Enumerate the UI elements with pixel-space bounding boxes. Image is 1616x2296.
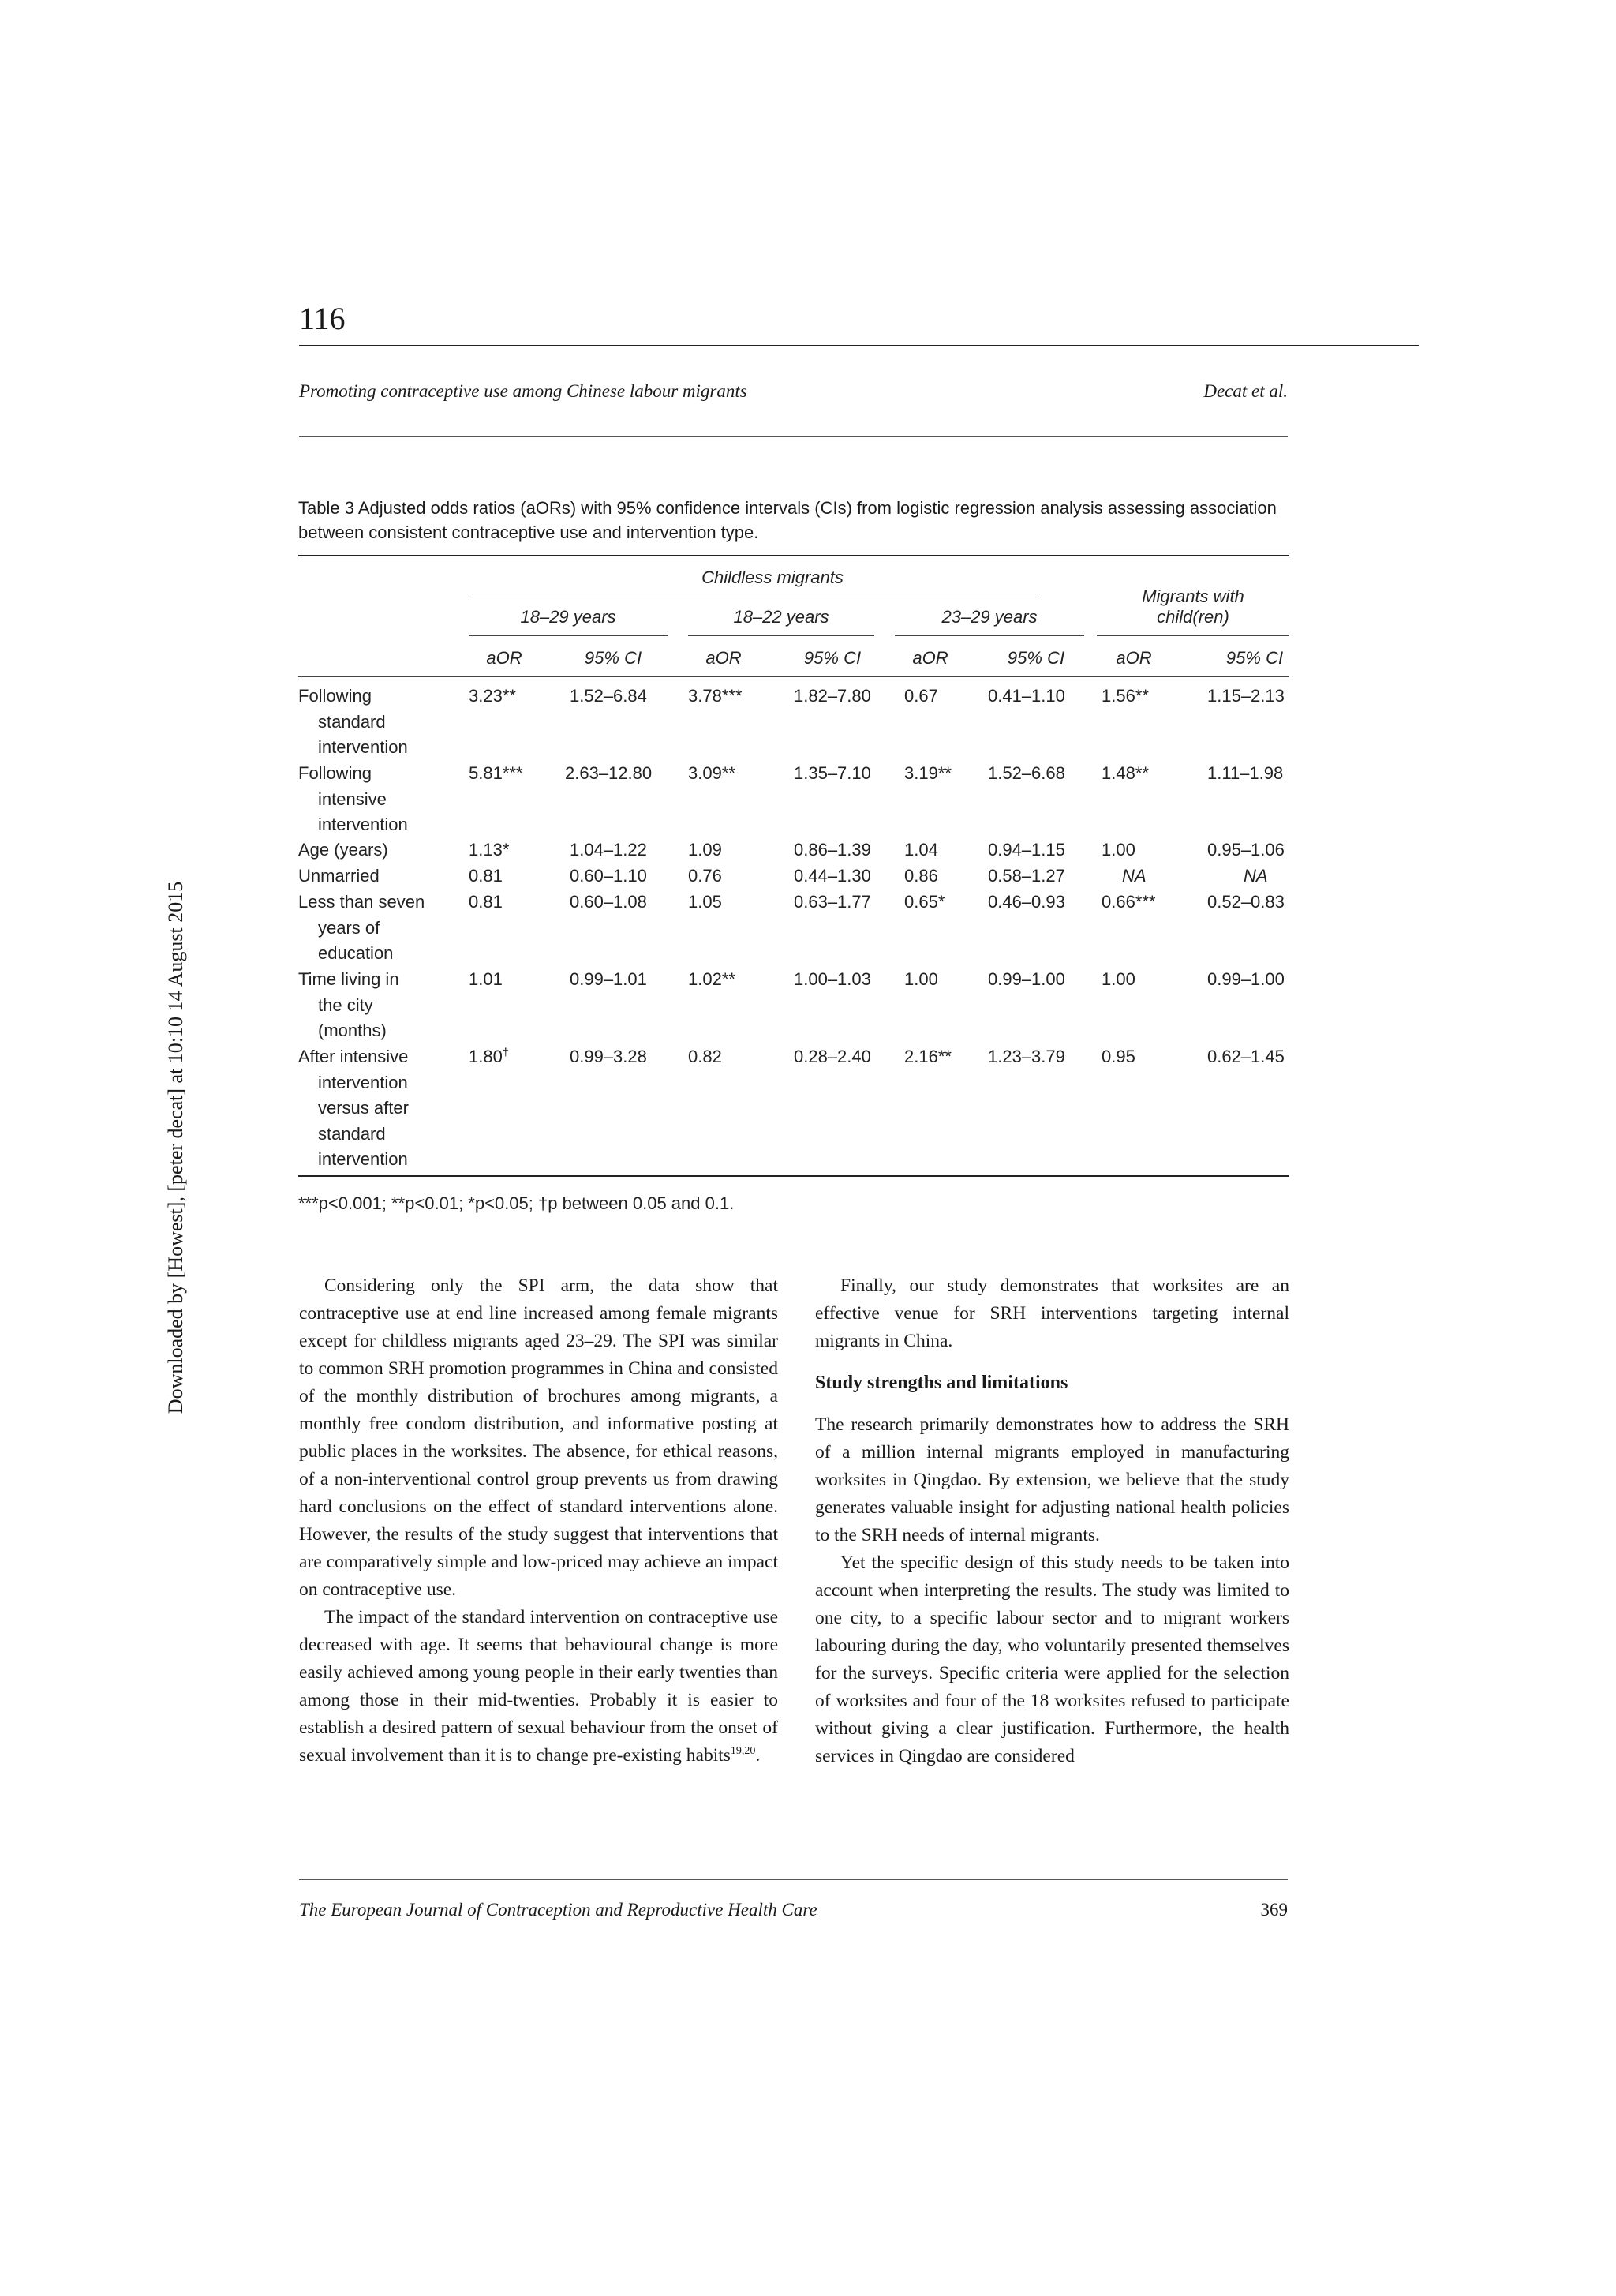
cell: 0.60–1.08 (570, 892, 647, 912)
table-caption (298, 496, 1289, 545)
cell: 1.13* (469, 840, 510, 860)
cell: 1.52–6.84 (570, 686, 647, 706)
col-header: 95% CI (1007, 648, 1065, 668)
cell: 1.05 (688, 892, 722, 912)
col-header: 95% CI (584, 648, 642, 668)
cell: 1.00 (904, 969, 938, 989)
paragraph: Considering only the SPI arm, the data show that contraceptive use at end line increased among female migrants except for childless migrants aged 23–29. The SPI was similar to common SRH promotion programmes in China and consisted of the monthly distribution of brochures among migrants, a monthly free condom distribution, and informative posting at public places in the worksites. The absence, for ethical reasons, of a non-interventional control group prevents us from drawing hard conclusions on the effect of standard interventions alone. However, the results of the study suggest that interventions that are comparatively simple and low-priced may achieve an impact on contraceptive use. (299, 1275, 778, 1600)
col-header: aOR (486, 648, 522, 668)
cell: 0.99–1.01 (570, 969, 647, 989)
cell: 1.48** (1102, 763, 1149, 783)
footer-rule (299, 1879, 1288, 1880)
row-label: Unmarried (298, 866, 380, 886)
table-header-rule (298, 676, 1289, 677)
subgroup-23-29: 23–29 years (941, 607, 1038, 627)
cell: 0.95–1.06 (1207, 840, 1285, 860)
cell: 1.00–1.03 (794, 969, 871, 989)
cell: 0.67 (904, 686, 938, 706)
cell: 1.04 (904, 840, 938, 860)
cell: 1.01 (469, 969, 503, 989)
running-head-rule (299, 436, 1288, 437)
running-authors: Decat et al. (1203, 381, 1288, 401)
col-header: 95% CI (803, 648, 862, 668)
cell: 1.02** (688, 969, 735, 989)
subgroup-rule-23-29 (895, 635, 1084, 636)
col-header: aOR (912, 648, 948, 668)
cell: 0.63–1.77 (794, 892, 871, 912)
cell: 1.09 (688, 840, 722, 860)
cell: 0.66*** (1102, 892, 1156, 912)
group-header-childless: Childless migrants (701, 567, 844, 587)
cell: 1.56** (1102, 686, 1149, 706)
body-left-column (299, 1272, 778, 1770)
paragraph: Yet the specific design of this study needs to be taken into account when interpreting the results. The study was limited to one city, to a specific labour sector and to migrant workers labouring during the day, who voluntarily presented themselves for the surveys. Specific criteria were applied for the selection of worksites and four of the 18 worksites refused to participate without giving a clear justification. Furthermore, the health services in Qingdao are considered (815, 1553, 1289, 1766)
cell: 3.09** (688, 763, 735, 783)
row-label: Age (years) (298, 840, 388, 860)
footer-journal-title: The European Journal of Contraception and Reproductive Health Care (299, 1900, 817, 1920)
section-heading: Study strengths and limitations (815, 1373, 1068, 1393)
download-watermark: Downloaded by [Howest], [peter decat] at 10:10 14 August 2015 (164, 881, 187, 1414)
subgroup-18-22: 18–22 years (733, 607, 829, 627)
cell: 0.52–0.83 (1207, 892, 1285, 912)
cell: 1.23–3.79 (988, 1047, 1065, 1066)
group-header-with-children-line1: Migrants with (1142, 586, 1244, 606)
table-caption-text: Adjusted odds ratios (aORs) with 95% confidence intervals (CIs) from logistic regression analysis assessing association between consistent contraceptive use and intervention type. (298, 498, 1277, 542)
cell: 0.99–1.00 (1207, 969, 1285, 989)
row-label: Following standard intervention (298, 686, 408, 757)
cell: 3.19** (904, 763, 952, 783)
row-label: Less than seven years of education (298, 892, 425, 963)
table-footnote: ***p<0.001; **p<0.01; *p<0.05; †p between 0.05 and 0.1. (298, 1193, 735, 1213)
subgroup-rule-with-children (1097, 635, 1289, 636)
journal-page-number: 116 (299, 301, 346, 336)
reference-superscript: 19,20 (730, 1745, 756, 1758)
col-header: 95% CI (1225, 648, 1284, 668)
header-rule (299, 345, 1419, 346)
dagger-mark: † (502, 1045, 509, 1058)
table-bottom-rule (298, 1175, 1289, 1177)
cell: 3.23** (469, 686, 516, 706)
cell: 1.04–1.22 (570, 840, 647, 860)
cell: 0.95 (1102, 1047, 1135, 1066)
cell: 0.41–1.10 (988, 686, 1065, 706)
cell: 0.86 (904, 866, 938, 886)
row-label: Following intensive intervention (298, 763, 408, 834)
cell: 1.80† (469, 1045, 509, 1066)
cell: 1.35–7.10 (794, 763, 871, 783)
table-caption-label: Table 3 (298, 498, 354, 518)
cell: 0.28–2.40 (794, 1047, 871, 1066)
cell: 0.76 (688, 866, 722, 886)
paragraph: Finally, our study demonstrates that worksites are an effective venue for SRH interventions targeting internal migrants in China. (815, 1275, 1289, 1351)
col-header: aOR (705, 648, 742, 668)
cell: NA (1244, 866, 1268, 886)
cell: 0.65* (904, 892, 945, 912)
cell: 0.86–1.39 (794, 840, 871, 860)
cell: 0.60–1.10 (570, 866, 647, 886)
cell: 0.62–1.45 (1207, 1047, 1285, 1066)
subgroup-18-29: 18–29 years (520, 607, 616, 627)
cell: 0.58–1.27 (988, 866, 1065, 886)
cell: 1.11–1.98 (1207, 763, 1284, 783)
cell: 1.00 (1102, 840, 1135, 860)
cell: 0.81 (469, 866, 503, 886)
row-label: After intensive intervention versus after standard intervention (298, 1047, 409, 1169)
paragraph: The impact of the standard intervention on contraceptive use decreased with age. It seems that behavioural change is more easily achieved among young people in their early twenties than among those in their mid-twenties. Probably it is easier to establish a desired pattern of sexual behaviour from the onset of sexual involvement than it is to change pre-existing habits$^{19,20}$. (299, 1607, 778, 1766)
cell: 1.00 (1102, 969, 1135, 989)
paragraph: The research primarily demonstrates how to address the SRH of a million internal migrants employed in manufacturing worksites in Qingdao. By extension, we believe that the study generates valuable insight for adjusting national health policies to the SRH needs of internal migrants. (815, 1414, 1289, 1545)
group-header-with-children-line2: child(ren) (1157, 607, 1229, 627)
cell: 3.78*** (688, 686, 743, 706)
cell: 2.63–12.80 (565, 763, 653, 783)
cell: 1.52–6.68 (988, 763, 1065, 783)
cell: 0.94–1.15 (988, 840, 1065, 860)
cell: 5.81*** (469, 763, 523, 783)
col-header: aOR (1116, 648, 1152, 668)
footer-page-number: 369 (1260, 1900, 1288, 1920)
cell: NA (1122, 866, 1147, 886)
cell: 2.16** (904, 1047, 952, 1066)
table-top-rule (298, 555, 1289, 556)
cell: 1.82–7.80 (794, 686, 871, 706)
cell: 0.82 (688, 1047, 722, 1066)
cell: 1.15–2.13 (1207, 686, 1285, 706)
cell: 0.99–1.00 (988, 969, 1065, 989)
running-title: Promoting contraceptive use among Chinese labour migrants (299, 381, 747, 401)
subgroup-rule-18-29 (469, 635, 668, 636)
row-label: Time living in the city (months) (298, 969, 399, 1040)
cell: 0.81 (469, 892, 503, 912)
body-right-column (815, 1272, 1289, 1770)
cell: 0.44–1.30 (794, 866, 871, 886)
cell: 0.99–3.28 (570, 1047, 647, 1066)
subgroup-rule-18-22 (688, 635, 874, 636)
cell: 0.46–0.93 (988, 892, 1065, 912)
